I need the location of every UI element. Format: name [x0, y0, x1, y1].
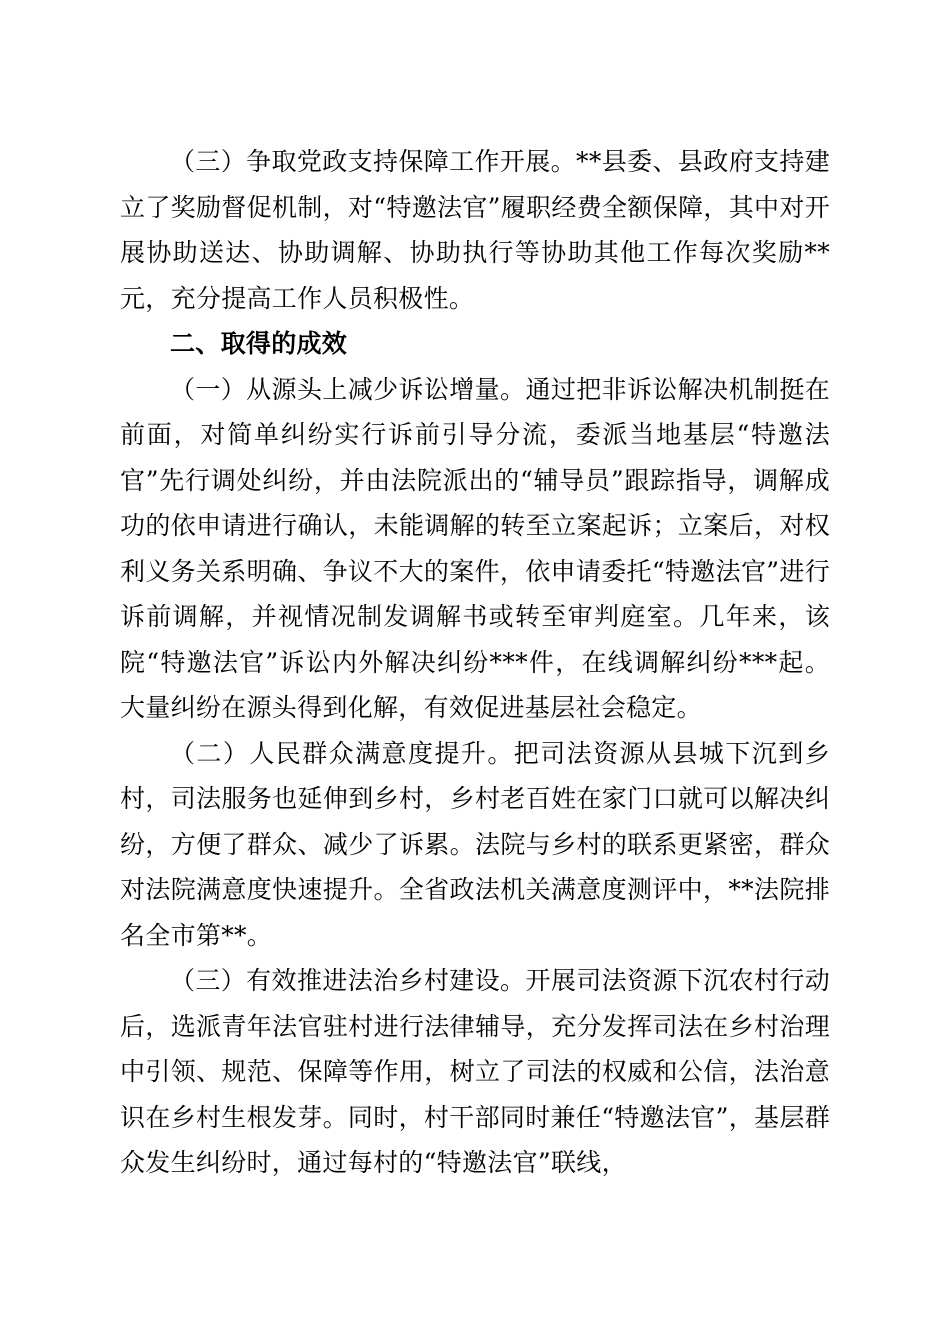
paragraph-body: 通过把非诉讼解决机制挺在前面，对简单纠纷实行诉前引导分流，委派当地基层“特邀法官”先行调处纠纷，并由法院派出的“辅导员”跟踪指导，调解成功的依申请进行确认，未能调解的转至立案起诉；立案后，对权利义务关系明确、争议不大的案件，依申请委托“特邀法官”进行诉前调解，并视情况制发调解书或转至审判庭室。几年来，该院“特邀法官”诉讼内外解决纠纷***件，在线调解纠纷***起。大量纠纷在源头得到化解，有效促进基层社会稳定。: [120, 374, 831, 722]
paragraph-body: **县委、县政府支持建立了奖励督促机制，对“特邀法官”履职经费全额保障，其中对开展协助送达、协助调解、协助执行等协助其他工作每次奖励**元，充分提高工作人员积极性。: [120, 147, 830, 313]
document-body: [120, 139, 830, 1186]
paragraph-reduce-litigation: [120, 367, 830, 731]
paragraph-support-guarantee: [120, 139, 830, 321]
paragraph-lead: （三）争取党政支持保障工作开展。: [170, 147, 577, 176]
paragraph-satisfaction: [120, 731, 830, 959]
paragraph-lead: （一）从源头上减少诉讼增量。: [170, 374, 526, 404]
paragraph-body: 把司法资源从县城下沉到乡村，司法服务也延伸到乡村，乡村老百姓在家门口就可以解决纠纷，方便了群众、减少了诉累。法院与乡村的联系更紧密，群众对法院满意度快速提升。全省政法机关满意度测评中，**法院排名全市第**。: [120, 738, 830, 950]
paragraph-lead: （三）有效推进法治乡村建设。: [170, 966, 526, 995]
paragraph-body: 开展司法资源下沉农村行动后，选派青年法官驻村进行法律辅导，充分发挥司法在乡村治理中引领、规范、保障等作用，树立了司法的权威和公信，法治意识在乡村生根发芽。同时，村干部同时兼任“特邀法官”，基层群众发生纠纷时，通过每村的“特邀法官”联线，: [120, 966, 831, 1177]
section-heading: 二、取得的成效: [170, 329, 348, 358]
paragraph-lead: （二）人民群众满意度提升。: [170, 738, 514, 768]
paragraph-rule-of-law-village: [120, 958, 830, 1186]
